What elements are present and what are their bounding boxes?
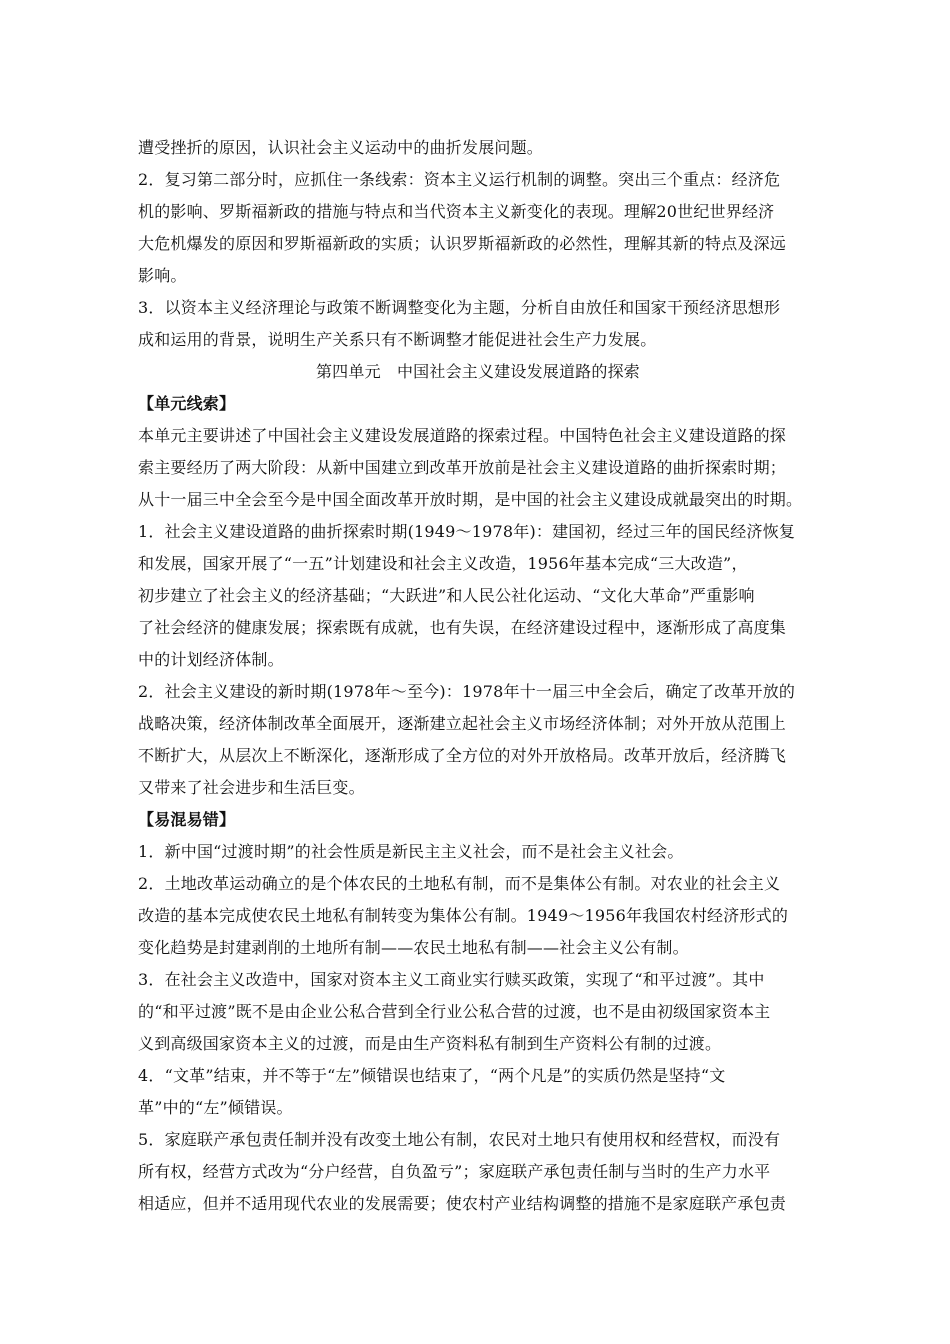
text-line: 2．社会主义建设的新时期(1978年～至今)：1978年十一届三中全会后，确定了改革开放的 [138, 682, 796, 701]
text-line: 又带来了社会进步和生活巨变。 [138, 778, 365, 797]
text-line: 战略决策，经济体制改革全面展开，逐渐建立起社会主义市场经济体制；对外开放从范围上 [138, 714, 787, 733]
text-line: 变化趋势是封建剥削的土地所有制——农民土地私有制——社会主义公有制。 [138, 938, 689, 957]
text-line: 革”中的“左”倾错误。 [138, 1098, 293, 1117]
text-line: 机的影响、罗斯福新政的措施与特点和当代资本主义新变化的表现。理解20世纪世界经济 [138, 202, 775, 221]
text-line: 遭受挫折的原因，认识社会主义运动中的曲折发展问题。 [138, 138, 544, 157]
text-line: 从十一届三中全会至今是中国全面改革开放时期，是中国的社会主义建设成就最突出的时期。 [138, 490, 803, 509]
text-line: 相适应，但并不适用现代农业的发展需要；使农村产业结构调整的措施不是家庭联产承包责 [138, 1194, 787, 1213]
text-line: 所有权，经营方式改为“分户经营，自负盈亏”；家庭联产承包责任制与当时的生产力水平 [138, 1162, 771, 1181]
text-line: 1．新中国“过渡时期”的社会性质是新民主主义社会，而不是社会主义社会。 [138, 842, 684, 861]
text-line: 义到高级国家资本主义的过渡，而是由生产资料私有制到生产资料公有制的过渡。 [138, 1034, 722, 1053]
text-line: 成和运用的背景，说明生产关系只有不断调整才能促进社会生产力发展。 [138, 330, 657, 349]
text-line: 影响。 [138, 266, 187, 285]
text-line: 的“和平过渡”既不是由企业公私合营到全行业公私合营的过渡，也不是由初级国家资本主 [138, 1002, 771, 1021]
text-line: 本单元主要讲述了中国社会主义建设发展道路的探索过程。中国特色社会主义建设道路的探 [138, 426, 787, 445]
text-line: 2．土地改革运动确立的是个体农民的土地私有制，而不是集体公有制。对农业的社会主义 [138, 874, 781, 893]
document-page [138, 132, 818, 1220]
text-line: 大危机爆发的原因和罗斯福新政的实质；认识罗斯福新政的必然性，理解其新的特点及深远 [138, 234, 787, 253]
text-line: 了社会经济的健康发展；探索既有成就，也有失误，在经济建设过程中，逐渐形成了高度集 [138, 618, 787, 637]
text-line: 中的计划经济体制。 [138, 650, 284, 669]
unit-title: 第四单元 中国社会主义建设发展道路的探索 [315, 362, 640, 381]
text-line: 3．以资本主义经济理论与政策不断调整变化为主题，分析自由放任和国家干预经济思想形 [138, 298, 781, 317]
text-line: 2．复习第二部分时，应抓住一条线索：资本主义运行机制的调整。突出三个重点：经济危 [138, 170, 781, 189]
text-line: 改造的基本完成使农民土地私有制转变为集体公有制。1949～1956年我国农村经济形式的 [138, 906, 789, 925]
text-line: 5．家庭联产承包责任制并没有改变土地公有制，农民对土地只有使用权和经营权，而没有 [138, 1130, 781, 1149]
text-line: 1．社会主义建设道路的曲折探索时期(1949～1978年)：建国初，经过三年的国民经济恢复 [138, 522, 796, 541]
section-heading-common-mistakes: 【易混易错】 [138, 810, 236, 829]
section-heading-unit-clues: 【单元线索】 [138, 394, 236, 413]
text-line: 不断扩大，从层次上不断深化，逐渐形成了全方位的对外开放格局。改革开放后，经济腾飞 [138, 746, 787, 765]
text-line: 初步建立了社会主义的经济基础；“大跃进”和人民公社化运动、“文化大革命”严重影响 [138, 586, 755, 605]
text-line: 索主要经历了两大阶段：从新中国建立到改革开放前是社会主义建设道路的曲折探索时期； [138, 458, 787, 477]
text-line: 和发展，国家开展了“一五”计划建设和社会主义改造，1956年基本完成“三大改造”， [138, 554, 748, 573]
text-line: 3．在社会主义改造中，国家对资本主义工商业实行赎买政策，实现了“和平过渡”。其中 [138, 970, 765, 989]
text-line: 4．“文革”结束，并不等于“左”倾错误也结束了，“两个凡是”的实质仍然是坚持“文 [138, 1066, 726, 1085]
